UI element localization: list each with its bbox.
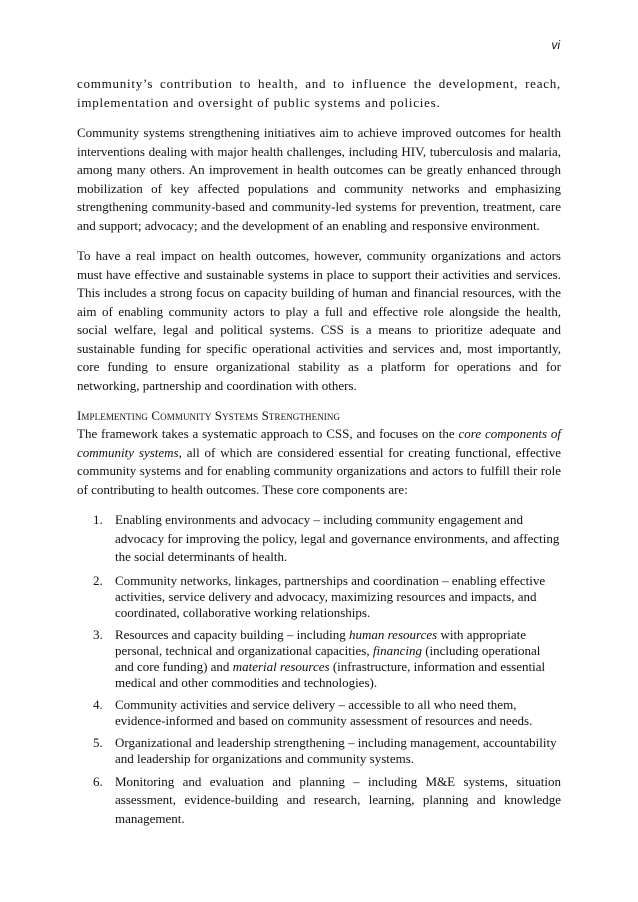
list-item [93,734,561,767]
list-item-number: 3. [93,626,103,642]
list-item [93,511,561,567]
list-item-text-2: with appropriate personal, technical and organizational capacities, [115,626,526,658]
list-item [93,572,561,621]
list-item-emphasis-1: human resources [348,626,438,642]
paragraph-framework [77,425,561,499]
page-content [77,74,561,834]
paragraph-intro-continued: community’s contribution to health, and to influence the development, reach, implementation and oversight of public systems and policies. [77,76,561,110]
list-item-number: 5. [93,734,103,750]
list-item [93,626,561,691]
framework-emphasis: core components of community systems [77,426,561,460]
list-item-text: Monitoring and evaluation and planning – including M&E systems, situation assessment, evidence-building and research, learning, planning and knowledge management. [115,773,561,826]
framework-text-2: , all of which are considered essential for creating functional, effective community systems and for enabling community organizations and actors to fulfill their role of contributing to health outcomes. These core components are: [77,444,561,497]
list-item-number: 2. [93,572,103,588]
core-components-list [77,511,561,828]
list-item-emphasis-3: material resources [232,658,330,674]
list-item [93,773,561,829]
list-item-number: 6. [93,773,103,789]
list-item-text-3: (including operational and core funding) and [115,642,541,674]
list-item-text: Enabling environments and advocacy – including community engagement and advocacy for improving the policy, legal and governance environments, and affecting the social determinants of health. [115,512,560,564]
list-item-text: Community networks, linkages, partnerships and coordination – enabling effective activities, service delivery and advocacy, maximizing resources and impacts, and coordinated, collaborative working relationships. [115,572,546,620]
list-item-text-1: Resources and capacity building – including [115,626,349,642]
page-number: vi [551,38,560,52]
list-item-number: 1. [93,512,103,527]
list-item-text: Organizational and leadership strengthening – including management, accountability and leadership for organizations and community systems. [115,734,557,766]
paragraph-health-impact: To have a real impact on health outcomes, however, community organizations and actors must have effective and sustainable systems in place to support their activities and services. This includes a strong focus on capacity building of human and financial resources, with the aim of enabling community actors to play a full and effective role alongside the health, social welfare, legal and political systems. CSS is a means to prioritize adequate and sustainable funding for specific operational activities and services and, most importantly, core funding to ensure organizational stability as a platform for operations and for networking, partnership and coordination with others. [77,248,561,393]
paragraph-css-initiatives: Community systems strengthening initiatives aim to achieve improved outcomes for health interventions dealing with major health challenges, including HIV, tuberculosis and malaria, among many others. An improvement in health outcomes can be greatly enhanced through mobilization of key affected populations and community networks and emphasizing strengthening community-based and community-led systems for prevention, treatment, care and support; advocacy; and the development of an enabling and responsive environment. [77,125,561,233]
list-item-number: 4. [93,696,103,712]
framework-text-1: The framework takes a systematic approach to CSS, and focuses on the [77,426,459,441]
list-item-emphasis-2: financing [372,642,422,658]
list-item-text-4: (infrastructure, information and essential medical and other commodities and technologies). [115,658,546,690]
list-item-text: Community activities and service delivery – accessible to all who need them, evidence-informed and based on community assessment of resources and needs. [115,696,533,728]
section-heading: Implementing Community Systems Strengthening [77,408,341,423]
list-item [93,696,561,729]
